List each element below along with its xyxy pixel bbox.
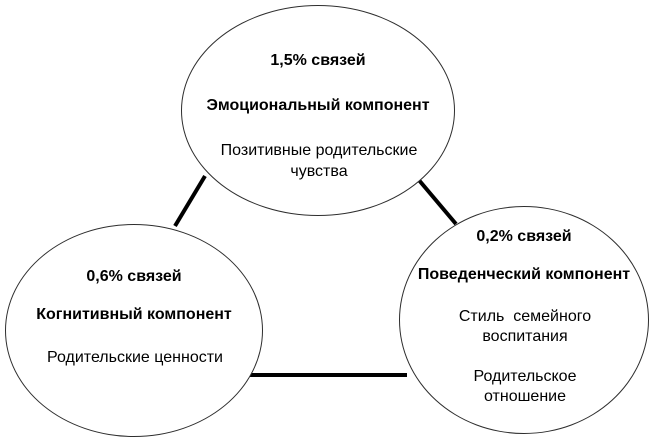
node-title: Когнитивный компонент xyxy=(36,306,232,323)
node-percent-label: 1,5% связей xyxy=(270,52,366,69)
node-percent-label: 0,6% связей xyxy=(86,268,182,285)
link-emotional-behavioral xyxy=(418,179,456,224)
node-item: Позитивные родительские чувства xyxy=(220,142,422,180)
node-item: Родительские ценности xyxy=(47,349,223,366)
node-item: Родительское отношение xyxy=(473,368,581,405)
node-percent-label: 0,2% связей xyxy=(476,228,572,245)
node-item: Стиль семейного воспитания xyxy=(458,308,596,345)
node-title: Поведенческий компонент xyxy=(417,266,631,283)
node-behavioral-component xyxy=(399,206,649,434)
node-emotional-component xyxy=(181,5,455,216)
node-title: Эмоциональный компонент xyxy=(206,97,430,114)
node-cognitive-component xyxy=(5,224,263,437)
link-emotional-cognitive xyxy=(175,176,205,226)
